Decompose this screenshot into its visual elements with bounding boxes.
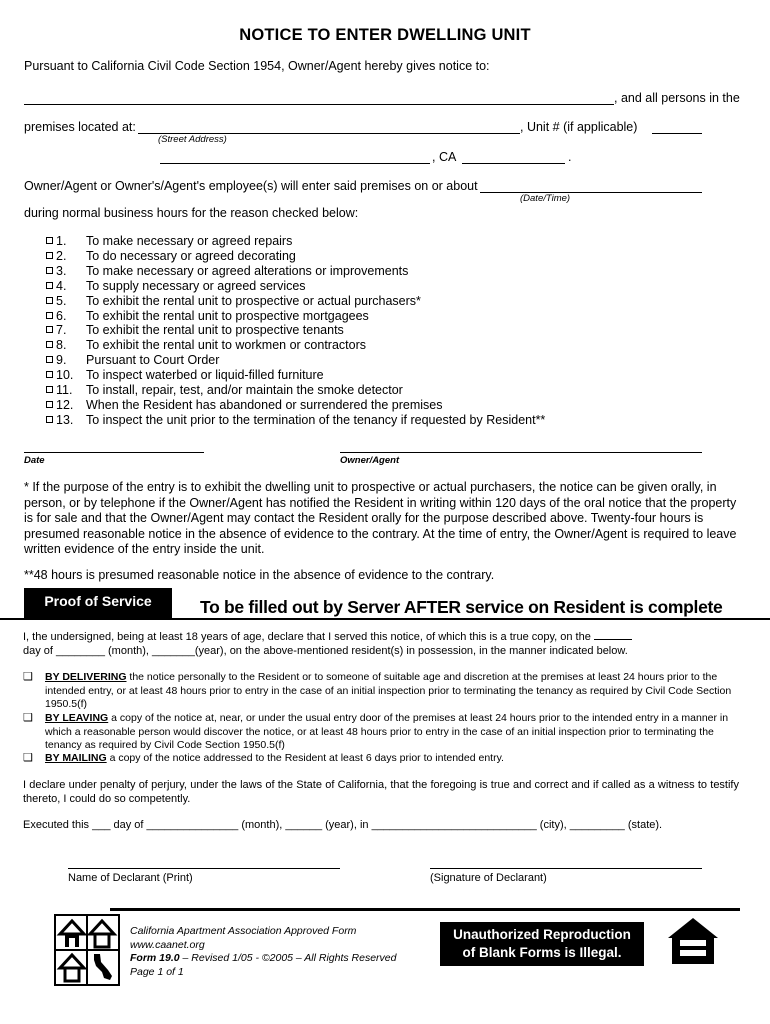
warning-line-2: of Blank Forms is Illegal. (462, 945, 622, 960)
ca-label: , CA (432, 150, 457, 164)
reason-number-text: 6. (56, 308, 67, 323)
service-method[interactable] (23, 712, 747, 753)
checkbox-icon[interactable] (46, 267, 53, 274)
declarant-name-caption: Name of Declarant (Print) (68, 872, 193, 884)
footer-line-2: www.caanet.org (130, 938, 205, 951)
intro-text: Pursuant to California Civil Code Section 1954, Owner/Agent hereby gives notice to: (24, 59, 490, 73)
service-method-description: the notice personally to the Resident or to someone of suitable age and discretion at the premises at least 24 hours prior to the intended entry, or at least 48 hours prior to entry in the case of an initial inspection prior to terminating the tenancy as required by Civil Code Section 1950.5(f) (45, 671, 732, 710)
revision-text: – Revised 1/05 - ©2005 – All Rights Reserved (179, 952, 397, 964)
service-method-label: BY LEAVING (45, 712, 109, 724)
reason-number-text: 5. (56, 293, 67, 308)
service-method-text (45, 712, 747, 753)
reason-text: To do necessary or agreed decorating (86, 248, 296, 263)
reason-text: To supply necessary or agreed services (86, 278, 306, 293)
declare-text-1: I, the undersigned, being at least 18 years of age, declare that I served this notice, of which this is a true copy, on the (23, 631, 591, 643)
checkbox-icon[interactable] (46, 282, 53, 289)
reason-number (46, 264, 86, 278)
proof-divider (0, 618, 770, 620)
checkbox-icon[interactable] (46, 297, 53, 304)
service-method-label: BY DELIVERING (45, 671, 127, 683)
reason-number-text: 9. (56, 353, 67, 368)
all-persons-text: , and all persons in the (614, 91, 740, 105)
reason-number (46, 383, 86, 397)
unit-number-line[interactable] (652, 133, 702, 134)
reason-text: When the Resident has abandoned or surrendered the premises (86, 397, 443, 412)
equal-housing-icon (666, 914, 720, 968)
page-title: NOTICE TO ENTER DWELLING UNIT (239, 26, 531, 44)
reason-number (46, 368, 86, 382)
reason-number (46, 279, 86, 293)
reason-item[interactable] (46, 413, 545, 427)
perjury-statement: I declare under penalty of perjury, under the laws of the State of California, that the foregoing is true and correct and if called as a witness to testify thereto, I could do so competently. (23, 779, 739, 805)
reason-item[interactable] (46, 264, 408, 278)
reason-text: To exhibit the rental unit to prospective or actual purchasers* (86, 293, 421, 308)
reason-number-text: 7. (56, 323, 67, 338)
reason-text: To exhibit the rental unit to workmen or contractors (86, 338, 366, 353)
datetime-caption: (Date/Time) (520, 193, 571, 204)
reason-number (46, 338, 86, 352)
proof-of-service-tab: Proof of Service (24, 588, 172, 618)
reason-text: To exhibit the rental unit to prospective mortgagees (86, 308, 369, 323)
reason-number-text: 8. (56, 338, 67, 353)
reason-number (46, 353, 86, 367)
reason-item[interactable] (46, 249, 296, 263)
reason-item[interactable] (46, 279, 306, 293)
checkbox-icon[interactable]: ❑ (23, 752, 33, 764)
checkbox-icon[interactable] (46, 386, 53, 393)
reason-number (46, 309, 86, 323)
date-sign-line[interactable] (24, 452, 204, 453)
unit-label: , Unit # (if applicable) (520, 120, 638, 134)
caa-logo-graphic (56, 916, 118, 984)
city-line[interactable] (160, 163, 430, 164)
during-text: during normal business hours for the reason checked below: (24, 206, 359, 220)
service-method[interactable] (23, 752, 747, 766)
premises-label: premises located at: (24, 120, 136, 134)
footer-line-4: Page 1 of 1 (130, 965, 184, 978)
datetime-line[interactable] (480, 192, 702, 193)
resident-name-line[interactable] (24, 104, 614, 105)
proof-heading: To be filled out by Server AFTER service on Resident is complete (200, 597, 723, 617)
checkbox-icon[interactable] (46, 371, 53, 378)
reason-text: To make necessary or agreed repairs (86, 234, 293, 248)
owner-agent-sign-line[interactable] (340, 452, 702, 453)
form-number: Form 19.0 (130, 952, 180, 964)
checkbox-icon[interactable]: ❑ (23, 712, 33, 724)
hours-footnote: **48 hours is presumed reasonable notice in the absence of evidence to the contrary. (24, 568, 495, 582)
reason-number-text: 2. (56, 248, 67, 263)
footer-rule (110, 908, 740, 911)
declare-line-2: day of ________ (month), _______(year), on the above-mentioned resident(s) in possession, in the manner indicated below. (23, 645, 628, 657)
checkbox-icon[interactable] (46, 401, 53, 408)
service-method-text (45, 671, 747, 712)
reason-number-text: 1. (56, 234, 67, 248)
checkbox-icon[interactable] (46, 326, 53, 333)
reason-item[interactable] (46, 234, 292, 248)
service-method-description: a copy of the notice addressed to the Resident at least 6 days prior to intended entry. (106, 752, 504, 764)
reason-item[interactable] (46, 383, 403, 397)
reason-item[interactable] (46, 323, 344, 337)
enter-text: Owner/Agent or Owner's/Agent's employee(s) will enter said premises on or about (24, 179, 478, 193)
checkbox-icon[interactable] (46, 237, 53, 244)
caa-logo-icon (54, 914, 120, 986)
checkbox-icon[interactable] (46, 312, 53, 319)
reason-text: To make necessary or agreed alterations or improvements (86, 263, 409, 278)
reason-item[interactable] (46, 353, 219, 367)
executed-line[interactable]: Executed this ___ day of _______________ (month), ______ (year), in ___________________________ (city), _________ (state). (23, 819, 663, 831)
reason-number-text: 10. (56, 368, 74, 383)
purchaser-footnote: * If the purpose of the entry is to exhibit the dwelling unit to prospective or actual purchasers, the notice can be given orally, in person, or by telephone if the Owner/Agent has notified the Resident in writing within 120 days of the oral notice that the property is for sale and that the Owner/Agent may contact the Resident orally for the purpose described above. Twenty-four hours is presumed reasonable notice in the absence of evidence to the contrary. At the time of entry, the Owner/Agent is required to leave written evidence of the entry inside the unit. (24, 480, 737, 556)
reason-number-text: 3. (56, 263, 67, 278)
service-method-text (45, 752, 747, 766)
footer-text (130, 925, 397, 979)
reason-number-text: 4. (56, 278, 67, 293)
zip-line[interactable] (462, 163, 565, 164)
reason-item[interactable] (46, 368, 324, 382)
date-caption: Date (24, 455, 45, 466)
reason-number (46, 323, 86, 337)
reason-number-text: 12. (56, 397, 74, 412)
service-method-label: BY MAILING (45, 752, 107, 764)
declarant-name-line[interactable] (68, 868, 340, 869)
declarant-signature-caption: (Signature of Declarant) (430, 872, 547, 884)
checkbox-icon[interactable] (46, 416, 53, 423)
service-method[interactable] (23, 671, 747, 712)
reason-text: To install, repair, test, and/or maintain the smoke detector (86, 383, 403, 397)
reason-text: Pursuant to Court Order (86, 353, 220, 368)
period: . (568, 150, 572, 164)
warning-line-1: Unauthorized Reproduction (453, 927, 631, 942)
declarant-signature-line[interactable] (430, 868, 702, 869)
service-day-line[interactable] (594, 639, 632, 640)
checkbox-icon[interactable] (46, 252, 53, 259)
reason-number-text: 13. (56, 412, 74, 427)
footer-line-3 (130, 952, 397, 966)
service-method-description: a copy of the notice at, near, or under the usual entry door of the premises at least 24 hours prior to the intended entry in a manner in which a reasonable person would discover the notice, or at least 48 hours prior to entry in the case of an initial inspection prior to terminating the tenancy as required by Civil Code Section 1950.5(f) (45, 712, 729, 751)
street-address-caption: (Street Address) (158, 134, 227, 145)
reason-number (46, 249, 86, 263)
reason-number (46, 234, 86, 248)
reason-number-text: 11. (56, 383, 73, 397)
footer-line-1: California Apartment Association Approved Form (130, 925, 357, 937)
reason-text: To inspect waterbed or liquid-filled furniture (86, 368, 324, 383)
reason-item[interactable] (46, 294, 421, 308)
reason-item[interactable] (46, 338, 366, 352)
reason-item[interactable] (46, 398, 442, 412)
owner-agent-caption: Owner/Agent (340, 455, 400, 466)
checkbox-icon[interactable] (46, 341, 53, 348)
reason-item[interactable] (46, 309, 369, 323)
reason-text: To inspect the unit prior to the termination of the tenancy if requested by Resident** (86, 412, 546, 427)
reason-text: To exhibit the rental unit to prospective tenants (86, 323, 344, 338)
declare-line-1 (23, 631, 632, 645)
reason-number (46, 294, 86, 308)
reason-number (46, 413, 86, 427)
checkbox-icon[interactable]: ❑ (23, 671, 33, 683)
checkbox-icon[interactable] (46, 356, 53, 363)
reproduction-warning (440, 922, 644, 966)
reason-number (46, 398, 86, 412)
equal-housing-graphic (666, 914, 720, 968)
